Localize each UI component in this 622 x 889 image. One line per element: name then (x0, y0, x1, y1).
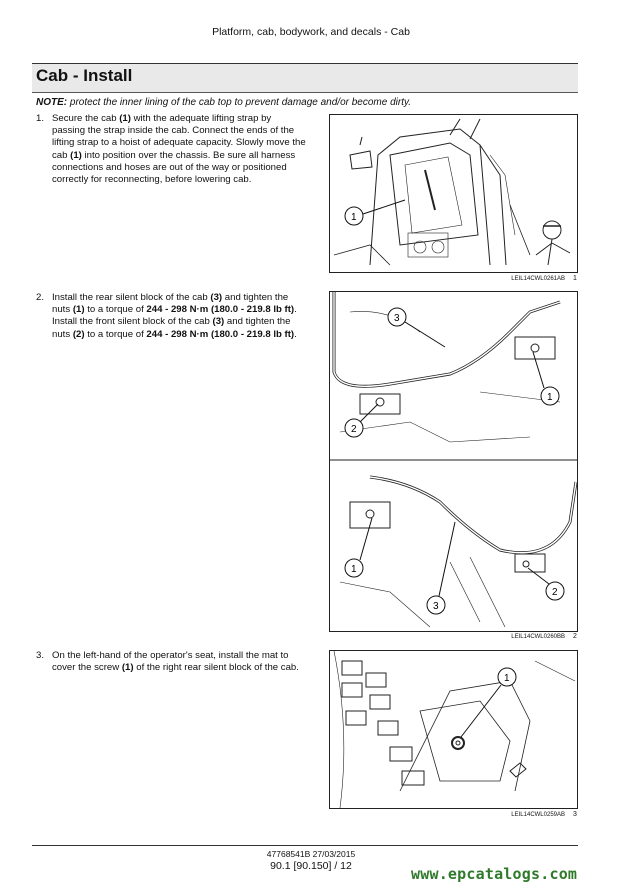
figure-2-code: LEIL14CWL0260BB (511, 634, 565, 640)
svg-text:2: 2 (552, 587, 558, 598)
note (36, 97, 576, 108)
figure-2-silent-blocks (329, 291, 578, 632)
svg-text:3: 3 (433, 601, 439, 612)
callout-3-bottom (427, 522, 455, 614)
step-number: 2. (36, 292, 45, 303)
note-text: protect the inner lining of the cab top to prevent damage and/or become dirty. (67, 97, 412, 108)
step-number: 3. (36, 650, 45, 661)
callout-1-top (533, 352, 559, 405)
figure-3-number: 3 (573, 811, 577, 818)
figure-1-number: 1 (573, 275, 577, 282)
figure-1-code: LEIL14CWL0261AB (511, 276, 565, 282)
figure-2-number: 2 (573, 633, 577, 640)
svg-text:1: 1 (351, 212, 357, 223)
footer-rule (32, 845, 578, 846)
running-head: Platform, cab, bodywork, and decals - Cab (212, 26, 410, 38)
section-title: Cab - Install (36, 66, 133, 85)
footer-doc-ref: 47768541B 27/03/2015 (266, 849, 356, 859)
figure-3-mat (329, 650, 578, 809)
svg-text:3: 3 (394, 313, 400, 324)
callout-2-top (345, 404, 378, 437)
callout-2-bottom (528, 568, 564, 600)
step-2 (36, 292, 306, 341)
step-number: 1. (36, 113, 45, 124)
svg-text:1: 1 (504, 673, 510, 684)
step-1 (36, 113, 306, 186)
step-text: Secure the cab (1) with the adequate lifting strap by passing the strap inside the cab. Connect the ends of the lifting strap to a hoist of adequate capacity. Slowly move the cab (1) into position over the chassis. Be sure all harness connections and hoses are out of the way or positioned correctly for reconnecting, before lowering cab. (52, 113, 306, 186)
svg-text:1: 1 (547, 392, 553, 403)
footer-page-ref: 90.1 [90.150] / 12 (270, 860, 352, 872)
figure-3-code: LEIL14CWL0259AB (511, 812, 565, 818)
step-text-rear: Install the rear silent block of the cab (3) and tighten the nuts (1) to a torque of 244 - 298 N·m (180.0 - 219.8 lb ft). (52, 292, 297, 316)
step-text: On the left-hand of the operator's seat, install the mat to cover the screw (1) of the right rear silent block of the cab. (52, 650, 299, 674)
callout-3-top (388, 308, 445, 347)
watermark: www.epcatalogs.com (411, 865, 578, 883)
step-text-front: Install the front silent block of the cab (3) and tighten the nuts (2) to a torque of 244 - 298 N·m (180.0 - 219.8 lb ft). (52, 316, 297, 340)
callout-1-bottom (345, 518, 372, 577)
note-label: NOTE: (36, 97, 68, 108)
figure-1-cab-lifting (329, 114, 578, 273)
svg-text:2: 2 (351, 424, 357, 435)
step-3 (36, 650, 306, 674)
svg-text:1: 1 (351, 564, 357, 575)
